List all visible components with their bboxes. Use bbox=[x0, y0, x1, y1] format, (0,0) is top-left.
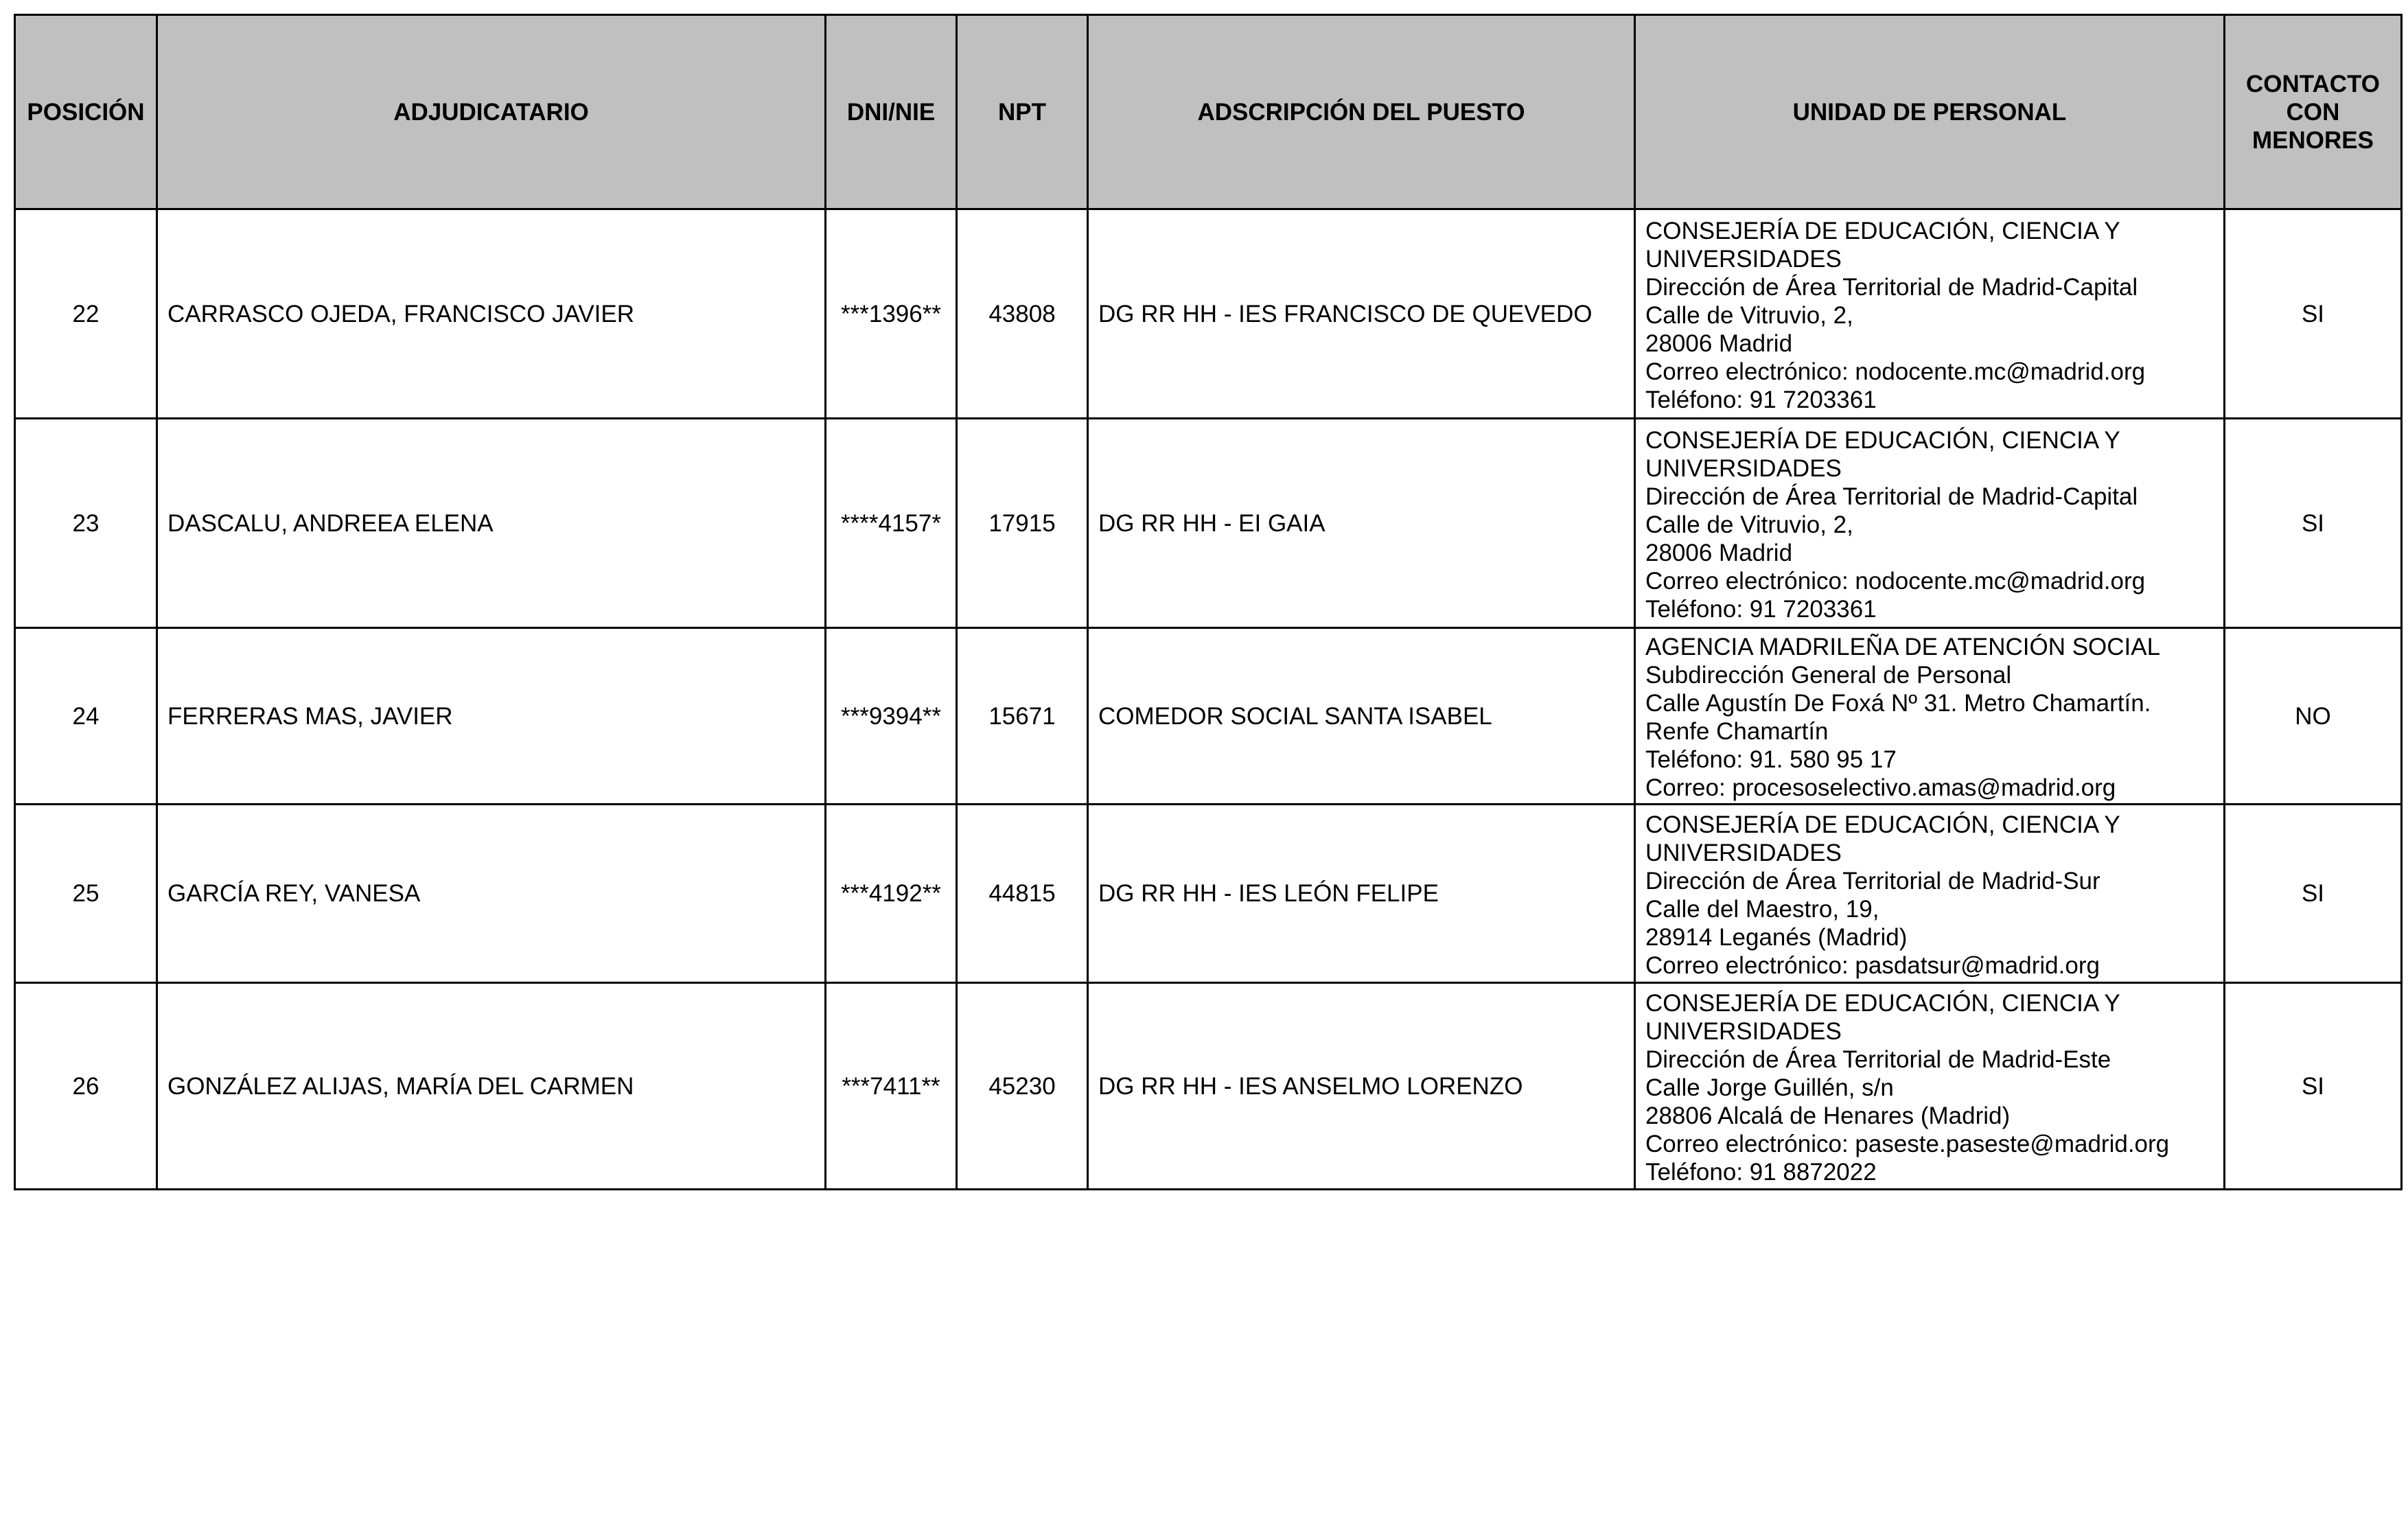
cell-posicion: 24 bbox=[15, 628, 157, 805]
cell-unidad: CONSEJERÍA DE EDUCACIÓN, CIENCIA Y UNIVERSIDADES Dirección de Área Territorial de Madrid-Capital Calle de Vitruvio, 2, 28006 Madrid Correo electrónico: nodocente.mc@madrid.org Teléfono: 91 7203361 bbox=[1635, 419, 2225, 628]
cell-unidad: AGENCIA MADRILEÑA DE ATENCIÓN SOCIAL Subdirección General de Personal Calle Agustín De Foxá Nº 31. Metro Chamartín. Renfe Chamartín Teléfono: 91. 580 95 17 Correo: procesoselectivo.amas@madrid.org bbox=[1635, 628, 2225, 805]
table-row bbox=[15, 419, 2402, 628]
table-row bbox=[15, 983, 2402, 1190]
header-adjudicatario: ADJUDICATARIO bbox=[157, 15, 826, 209]
cell-adjudicatario: GARCÍA REY, VANESA bbox=[157, 805, 826, 983]
cell-adscripcion: DG RR HH - IES ANSELMO LORENZO bbox=[1088, 983, 1635, 1190]
adjudication-table bbox=[14, 14, 2403, 1190]
cell-contacto: SI bbox=[2225, 209, 2402, 419]
header-npt: NPT bbox=[957, 15, 1088, 209]
cell-dni: ****4157* bbox=[826, 419, 957, 628]
cell-dni: ***4192** bbox=[826, 805, 957, 983]
header-contacto: CONTACTO CON MENORES bbox=[2225, 15, 2402, 209]
cell-adjudicatario: DASCALU, ANDREEA ELENA bbox=[157, 419, 826, 628]
cell-npt: 15671 bbox=[957, 628, 1088, 805]
header-adscripcion: ADSCRIPCIÓN DEL PUESTO bbox=[1088, 15, 1635, 209]
cell-dni: ***1396** bbox=[826, 209, 957, 419]
cell-npt: 43808 bbox=[957, 209, 1088, 419]
cell-adscripcion: DG RR HH - IES FRANCISCO DE QUEVEDO bbox=[1088, 209, 1635, 419]
header-unidad: UNIDAD DE PERSONAL bbox=[1635, 15, 2225, 209]
cell-dni: ***7411** bbox=[826, 983, 957, 1190]
cell-adscripcion: DG RR HH - EI GAIA bbox=[1088, 419, 1635, 628]
cell-npt: 45230 bbox=[957, 983, 1088, 1190]
cell-contacto: SI bbox=[2225, 805, 2402, 983]
cell-contacto: SI bbox=[2225, 419, 2402, 628]
cell-posicion: 23 bbox=[15, 419, 157, 628]
table-row bbox=[15, 628, 2402, 805]
cell-adscripcion: DG RR HH - IES LEÓN FELIPE bbox=[1088, 805, 1635, 983]
cell-npt: 44815 bbox=[957, 805, 1088, 983]
cell-unidad: CONSEJERÍA DE EDUCACIÓN, CIENCIA Y UNIVERSIDADES Dirección de Área Territorial de Madrid-Capital Calle de Vitruvio, 2, 28006 Madrid Correo electrónico: nodocente.mc@madrid.org Teléfono: 91 7203361 bbox=[1635, 209, 2225, 419]
table-row bbox=[15, 805, 2402, 983]
cell-npt: 17915 bbox=[957, 419, 1088, 628]
cell-adjudicatario: CARRASCO OJEDA, FRANCISCO JAVIER bbox=[157, 209, 826, 419]
header-posicion: POSICIÓN bbox=[15, 15, 157, 209]
cell-unidad: CONSEJERÍA DE EDUCACIÓN, CIENCIA Y UNIVERSIDADES Dirección de Área Territorial de Madrid-Este Calle Jorge Guillén, s/n 28806 Alcalá de Henares (Madrid) Correo electrónico: paseste.paseste@madrid.org Teléfono: 91 8872022 bbox=[1635, 983, 2225, 1190]
cell-posicion: 26 bbox=[15, 983, 157, 1190]
cell-adjudicatario: GONZÁLEZ ALIJAS, MARÍA DEL CARMEN bbox=[157, 983, 826, 1190]
cell-dni: ***9394** bbox=[826, 628, 957, 805]
cell-contacto: SI bbox=[2225, 983, 2402, 1190]
header-dni: DNI/NIE bbox=[826, 15, 957, 209]
cell-adjudicatario: FERRERAS MAS, JAVIER bbox=[157, 628, 826, 805]
cell-posicion: 25 bbox=[15, 805, 157, 983]
header-row bbox=[15, 15, 2402, 209]
cell-contacto: NO bbox=[2225, 628, 2402, 805]
cell-posicion: 22 bbox=[15, 209, 157, 419]
cell-adscripcion: COMEDOR SOCIAL SANTA ISABEL bbox=[1088, 628, 1635, 805]
table-row bbox=[15, 209, 2402, 419]
cell-unidad: CONSEJERÍA DE EDUCACIÓN, CIENCIA Y UNIVERSIDADES Dirección de Área Territorial de Madrid-Sur Calle del Maestro, 19, 28914 Leganés (Madrid) Correo electrónico: pasdatsur@madrid.org bbox=[1635, 805, 2225, 983]
